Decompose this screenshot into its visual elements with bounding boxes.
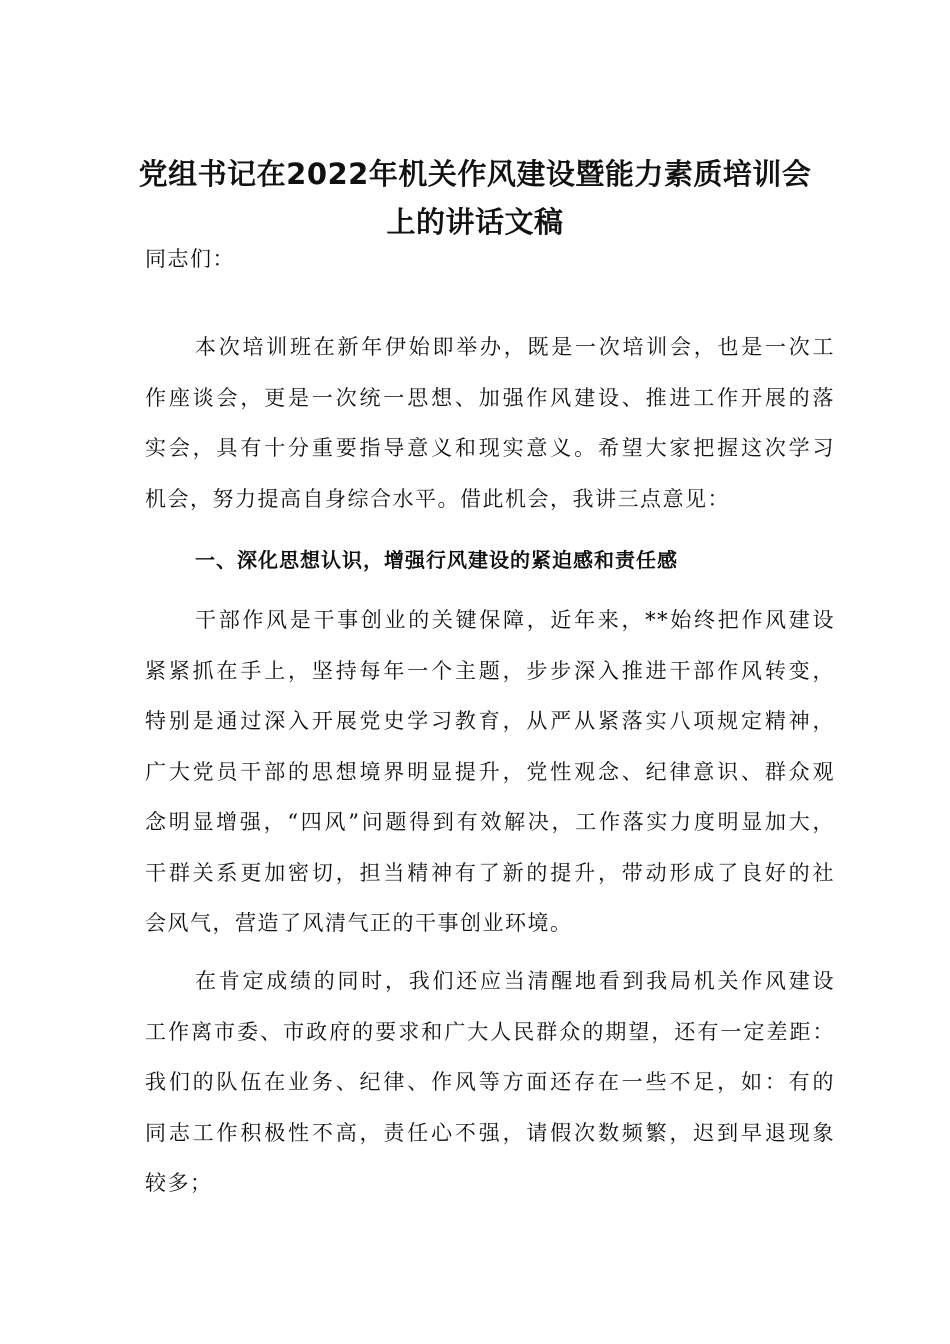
paragraph-2-line: 广大党员干部的思想境界明显提升，党性观念、纪律意识、群众观 (145, 759, 835, 784)
title-line-1: 党组书记在2022年机关作风建设暨能力素质培训会 (138, 157, 812, 191)
title-line-2: 上的讲话文稿 (386, 205, 564, 239)
salutation: 同志们： (145, 247, 235, 271)
paragraph-3-line: 较多； (145, 1171, 213, 1195)
paragraph-2-line: 干群关系更加密切，担当精神有了新的提升，带动形成了良好的社 (145, 860, 835, 885)
paragraph-3-line: 我们的队伍在业务、纪律、作风等方面还存在一些不足，如：有的 (145, 1070, 835, 1094)
section-heading-1: 一、深化思想认识，增强行风建设的紧迫感和责任感 (195, 548, 678, 572)
heading-1-block (145, 535, 835, 586)
paragraph-2-line: 干部作风是干事创业的关键保障，近年来，**始终把作风建设 (195, 608, 835, 632)
paragraph-3 (145, 956, 835, 1209)
document-title (100, 150, 850, 246)
paragraph-2-line: 特别是通过深入开展党史学习教育，从严从紧落实八项规定精神， (145, 709, 835, 733)
paragraph-2-line: 念明显增强，“四风”问题得到有效解决，工作落实力度明显加大， (145, 810, 835, 834)
paragraph-1-line: 作座谈会，更是一次统一思想、加强作风建设、推进工作开展的落 (145, 385, 835, 410)
paragraph-3-line: 工作离市委、市政府的要求和广大人民群众的期望，还有一定差距： (145, 1019, 835, 1044)
paragraph-1-line: 实会，具有十分重要指导意义和现实意义。希望大家把握这次学习 (145, 436, 835, 460)
paragraph-1-line: 机会，努力提高自身综合水平。借此机会，我讲三点意见： (145, 486, 730, 511)
paragraph-3-line: 同志工作积极性不高，责任心不强，请假次数频繁，迟到早退现象 (145, 1120, 835, 1145)
paragraph-2 (145, 595, 835, 949)
paragraph-1-line: 本次培训班在新年伊始即举办，既是一次培训会，也是一次工 (195, 335, 835, 359)
paragraph-2-line: 会风气，营造了风清气正的干事创业环境。 (145, 911, 573, 935)
paragraph-3-line: 在肯定成绩的同时，我们还应当清醒地看到我局机关作风建设 (195, 969, 835, 993)
paragraph-1 (145, 322, 835, 524)
salutation-block (145, 234, 835, 285)
paragraph-2-line: 紧紧抓在手上，坚持每年一个主题，步步深入推进干部作风转变， (145, 658, 835, 683)
